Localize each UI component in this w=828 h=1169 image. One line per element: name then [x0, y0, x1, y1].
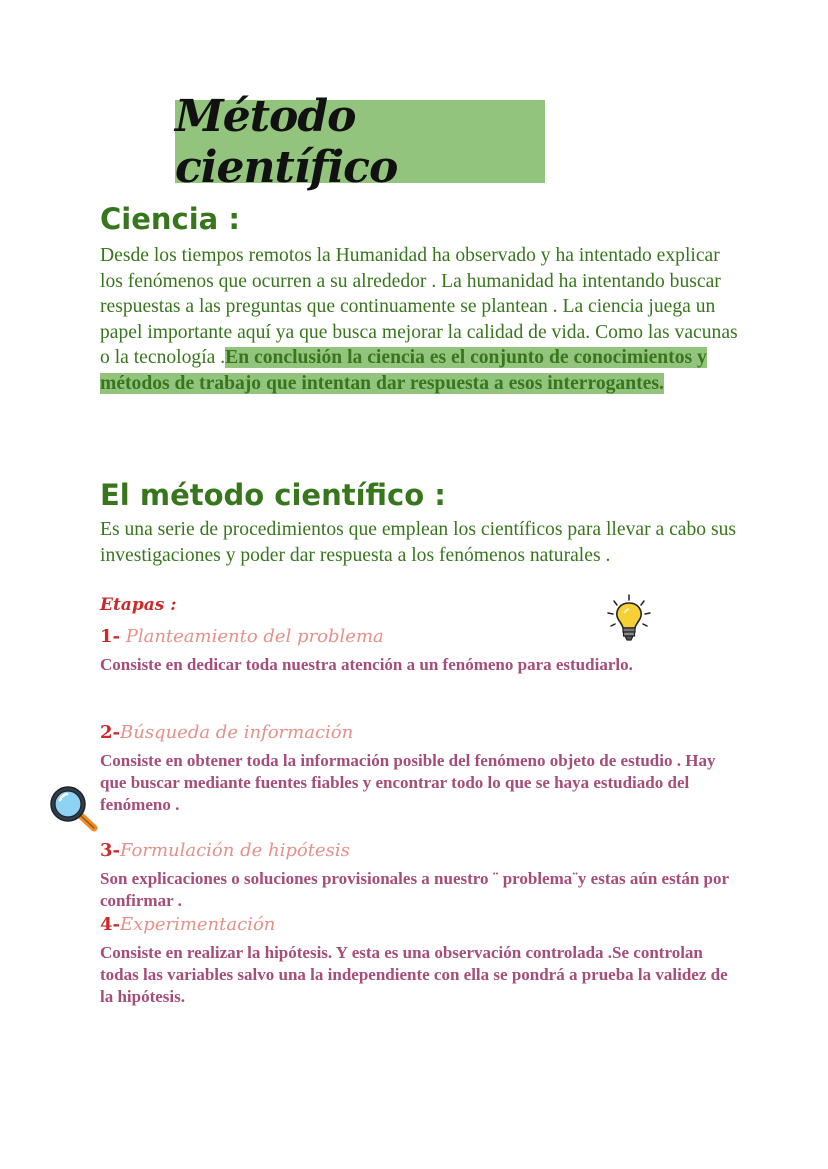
- ciencia-heading: Ciencia :: [100, 202, 240, 236]
- step-3-title: [100, 840, 350, 861]
- lightbulb-icon: [605, 593, 653, 643]
- step-3-number: 3-: [100, 840, 120, 861]
- etapas-label: Etapas :: [100, 595, 177, 615]
- step-4-number: 4-: [100, 914, 120, 935]
- step-4-desc: Consiste en realizar la hipótesis. Y esta es una observación controlada .Se controlan todas las variables salvo una la independiente con ella se pondrá a prueba la validez de la hipótesis.: [100, 943, 728, 1006]
- step-4-title: [100, 914, 275, 935]
- title-banner: [175, 90, 545, 193]
- ciencia-highlight: En conclusión la ciencia es el conjunto de conocimientos y métodos de trabajo que intentan dar respuesta a esos interrogantes.: [100, 347, 707, 394]
- ciencia-text: Desde los tiempos remotos la Humanidad ha observado y ha intentado explicar los fenómenos que ocurren a su alrededor . La humanidad ha intentando buscar respuestas a las preguntas que continuamente se plantean . La ciencia juega un papel importante aquí ya que busca mejorar la calidad de vida. Como las vacunas o la tecnología .: [100, 245, 738, 368]
- metodo-heading: El método científico :: [100, 478, 446, 512]
- step-4-label: Experimentación: [120, 914, 276, 935]
- step-1-number: 1-: [100, 626, 120, 647]
- step-2-title: [100, 722, 353, 743]
- step-3-desc: Son explicaciones o soluciones provisionales a nuestro ¨ problema¨y estas aún están por confirmar .: [100, 869, 729, 910]
- ciencia-paragraph: [100, 243, 740, 396]
- step-1-label: Planteamiento del problema: [120, 626, 384, 647]
- step-2-number: 2-: [100, 722, 120, 743]
- step-1-desc: Consiste en dedicar toda nuestra atención a un fenómeno para estudiarlo.: [100, 655, 633, 674]
- metodo-paragraph: Es una serie de procedimientos que emplean los científicos para llevar a cabo sus investigaciones y poder dar respuesta a los fenómenos naturales .: [100, 519, 737, 566]
- step-2-label: Búsqueda de información: [120, 722, 354, 743]
- step-2-desc: Consiste en obtener toda la información posible del fenómeno objeto de estudio . Hay que buscar mediante fuentes fiables y encontrar todo lo que se haya estudiado del fenómeno .: [100, 751, 716, 814]
- page-title: Método científico: [175, 90, 398, 193]
- step-1-title: [100, 626, 384, 647]
- step-3-label: Formulación de hipótesis: [120, 840, 350, 861]
- magnifying-glass-icon: [48, 784, 100, 834]
